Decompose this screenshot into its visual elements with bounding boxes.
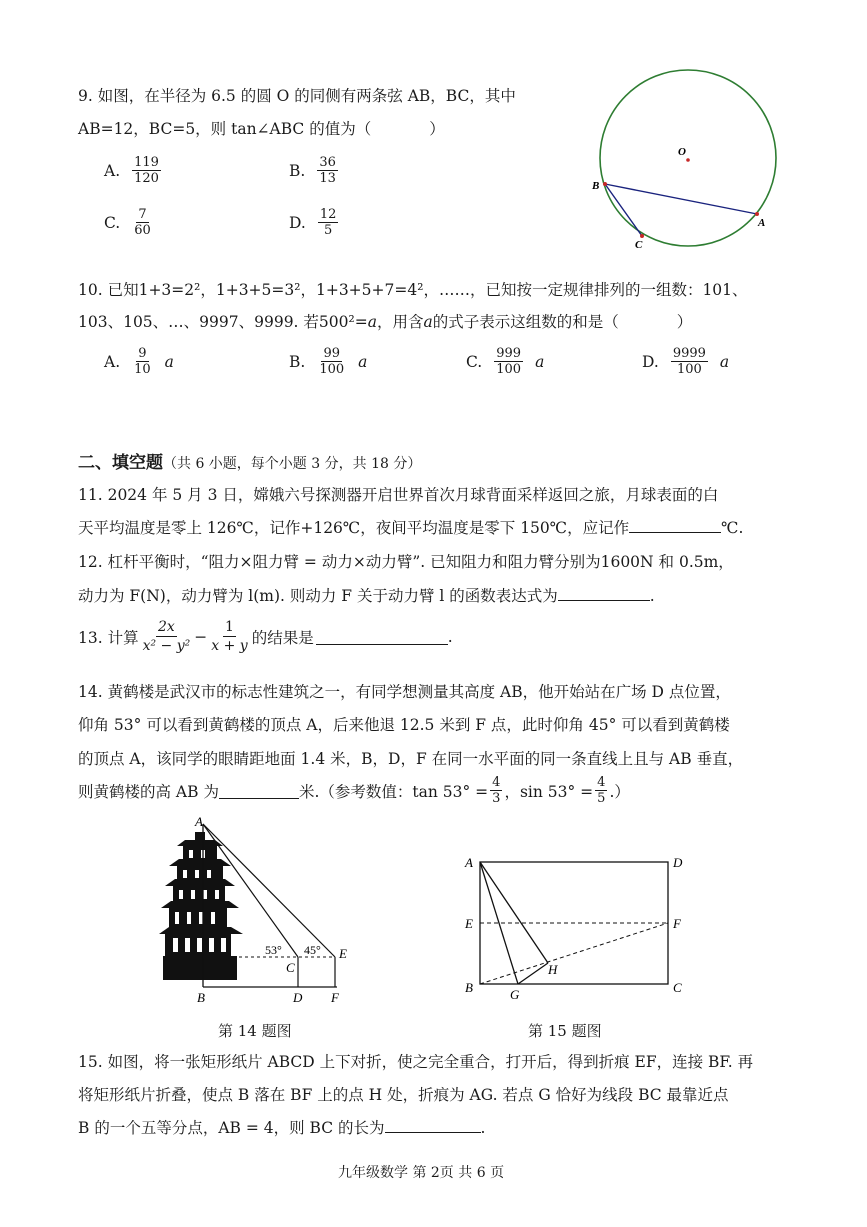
q14-line1: 14. 黄鹤楼是武汉市的标志性建筑之一，有同学想测量其高度 AB，他开始站在广场 D 点位置， — [78, 683, 731, 701]
q12-line1: 12. 杠杆平衡时，“阻力×阻力臂 = 动力×动力臂”. 已知阻力和阻力臂分别为1600N 和 0.5m， — [78, 553, 734, 571]
label-a: A — [195, 814, 203, 829]
q11-answer-blank[interactable] — [629, 517, 721, 534]
option-label: B. — [289, 352, 306, 371]
section-title: 二、填空题 — [78, 453, 163, 473]
option-label: A. — [104, 161, 121, 180]
option-label: C. — [466, 352, 483, 371]
angle-45: 45° — [304, 943, 321, 957]
q9-option-c[interactable] — [104, 207, 155, 238]
label-h: H — [548, 962, 558, 977]
line-ah — [480, 862, 548, 963]
fraction-1: $\frac{1}{x + y}$ — [211, 619, 248, 654]
q15-line1: 15. 如图，将一张矩形纸片 ABCD 上下对折，使之完全重合，打开后，得到折痕 EF，连接 BF. 再 — [78, 1053, 754, 1071]
label-e: E — [339, 946, 347, 961]
q13-line: 13. 计算 $\frac{2x}{\text{x² − y²}}$ − $\frac{1}{x + y}$ 的结果是 . — [78, 619, 453, 654]
option-label: B. — [289, 161, 306, 180]
q12-answer-blank[interactable] — [558, 585, 650, 602]
label-c: C — [635, 239, 643, 251]
q11-line1: 11. 2024 年 5 月 3 日，嫦娥六号探测器开启世界首次月球背面采样返回之旅，月球表面的白 — [78, 486, 719, 504]
fraction: $\frac{999}{100}$ — [496, 346, 522, 377]
q10-line1: 10. 已知1+3=2²，1+3+5=3²，1+3+5+7=4²，……，已知按一定规律排列的一组数：101、 — [78, 281, 748, 299]
section-heading — [78, 448, 421, 473]
option-label: A. — [104, 352, 121, 371]
label-e: E — [465, 916, 473, 931]
label-d: D — [293, 990, 303, 1005]
q10-option-a[interactable]: A. $\frac{9}{10}$ a — [104, 346, 174, 377]
q10-option-b[interactable]: B. $\frac{99}{100}$ a — [289, 346, 368, 377]
section-note: （共 6 小题，每个小题 3 分，共 18 分） — [163, 456, 422, 472]
q14-tower-figure — [155, 812, 355, 1007]
label-b: B — [465, 980, 473, 995]
q12-line2: 动力为 F(N)，动力臂为 l(m). 则动力 F 关于动力臂 l 的函数表达式为 . — [78, 584, 655, 606]
label-b: B — [592, 180, 600, 192]
q9-close: ） — [429, 120, 445, 138]
q11-line2: 天平均温度是零上 126℃，记作+126℃，夜间平均温度是零下 150℃，应记作 ℃. — [78, 516, 743, 538]
chord-bc — [605, 184, 642, 236]
fraction: $\frac{12}{5}$ — [319, 207, 337, 238]
label-c: C — [673, 980, 682, 995]
q13-answer-blank[interactable] — [316, 628, 448, 645]
q14-line3: 的顶点 A，该同学的眼睛距地面 1.4 米，B，D，F 在同一水平面的同一条直线上且与 AB 垂直， — [78, 750, 744, 768]
option-label: D. — [289, 213, 306, 232]
point-o — [686, 158, 690, 162]
q14-line2: 仰角 53° 可以看到黄鹤楼的顶点 A，后来他退 12.5 米到 F 点，此时仰角 45° 可以看到黄鹤楼 — [78, 716, 730, 734]
fraction-2x: $\frac{2x}{\text{x² − y²}}$ — [142, 619, 191, 654]
circle-o — [600, 70, 776, 246]
q14-line4: 则黄鹤楼的高 AB 为 米.（参考数值：tan 53° = $\frac{4}{3}$ ，sin 53° = $\frac{4}{5}$ .） — [78, 775, 630, 806]
option-label: C. — [104, 213, 121, 232]
point-c — [640, 234, 644, 238]
q9-stem: AB=12，BC=5，则 tan∠ABC 的值为（ — [78, 120, 372, 138]
point-a — [755, 212, 759, 216]
q10-line2: 103、105、…、9997、9999. 若500²=a，用含a的式子表示这组数的和是（ ） — [78, 313, 693, 331]
label-g: G — [510, 987, 520, 1002]
label-a: A — [465, 855, 473, 870]
q9-option-a[interactable] — [104, 155, 163, 186]
q9-option-d[interactable] — [289, 207, 340, 238]
q15-rectangle-figure — [462, 850, 692, 1002]
q10-option-d[interactable]: D. $\frac{9999}{100}$ a — [642, 346, 730, 377]
label-f: F — [673, 916, 681, 931]
q9-line2 — [78, 117, 445, 139]
point-b — [603, 182, 607, 186]
label-o: O — [678, 146, 686, 158]
option-label: D. — [642, 352, 659, 371]
q9-line1: 9. 如图，在半径为 6.5 的圆 O 的同侧有两条弦 AB，BC，其中 — [78, 87, 516, 105]
fraction-tan: $\frac{4}{3}$ — [492, 775, 501, 806]
fraction: $\frac{7}{60}$ — [134, 207, 151, 238]
label-b: B — [197, 990, 205, 1005]
q15-answer-blank[interactable] — [385, 1117, 481, 1134]
label-c: C — [286, 960, 295, 975]
line-gh — [518, 963, 548, 984]
q9-option-b[interactable] — [289, 155, 340, 186]
q9-circle-figure — [590, 66, 790, 256]
label-a: A — [758, 217, 766, 229]
fraction: $\frac{119}{120}$ — [134, 155, 159, 186]
chord-ab — [605, 184, 757, 214]
fold-ag — [480, 862, 518, 984]
q15-line3: B 的一个五等分点，AB = 4，则 BC 的长为 . — [78, 1116, 485, 1138]
q14-caption: 第 14 题图 — [218, 1022, 292, 1040]
label-d: D — [673, 855, 683, 870]
q10-option-c[interactable]: C. $\frac{999}{100}$ a — [466, 346, 545, 377]
page-footer: 九年级数学 第 2页 共 6 页 — [338, 1165, 505, 1181]
q14-answer-blank[interactable] — [219, 782, 299, 799]
fraction-sin: $\frac{4}{5}$ — [597, 775, 606, 806]
label-f: F — [331, 990, 339, 1005]
q15-caption: 第 15 题图 — [528, 1022, 602, 1040]
fraction: $\frac{36}{13}$ — [319, 155, 336, 186]
fraction: $\frac{99}{100}$ — [319, 346, 345, 377]
fraction: $\frac{9999}{100}$ — [672, 346, 706, 377]
fraction: $\frac{9}{10}$ — [134, 346, 151, 377]
q15-line2: 将矩形纸片折叠，使点 B 落在 BF 上的点 H 处，折痕为 AG. 若点 G 恰好为线段 BC 最靠近点 — [78, 1086, 729, 1104]
angle-53: 53° — [265, 943, 282, 957]
